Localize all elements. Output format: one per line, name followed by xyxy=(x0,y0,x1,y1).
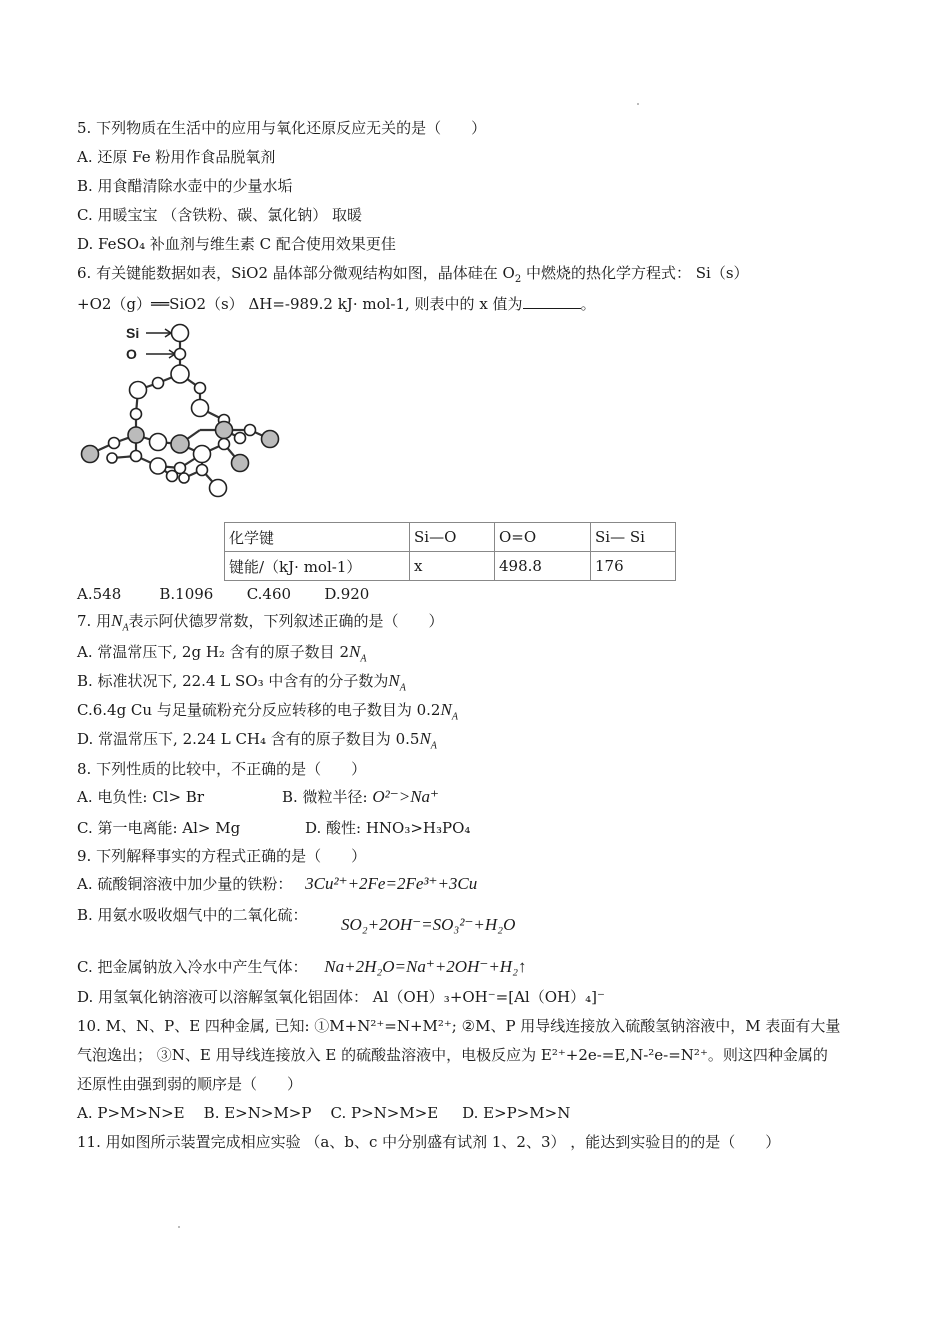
q7-option-text: C.6.4g Cu 与足量硫粉充分反应转移的电子数目为 0.2 xyxy=(77,701,441,719)
q8-stem: 8. 下列性质的比较中，不正确的是（ ） xyxy=(77,760,367,778)
q10-stem-line2: 气泡逸出； ③N、E 用导线连接放入 E 的硫酸盐溶液中，电极反应为 E²⁺+2e-=E,N-²e-=N²⁺。则这四种金属的 xyxy=(77,1046,828,1064)
q7-option-d xyxy=(77,729,437,756)
table-header-cell: Si— Si xyxy=(591,523,676,552)
q10-stem-line1: 10. M、N、P、E 四种金属, 已知: ①M+N²⁺=N+M²⁺; ②M、P 用导线连接放入硫酸氢钠溶液中，M 表面有大量 xyxy=(77,1017,841,1035)
q7-option-b xyxy=(77,671,406,698)
q8-option-a: A. 电负性: Cl> Br xyxy=(77,788,204,806)
q8-option-text: B. 微粒半径: xyxy=(282,788,373,806)
avogadro-symbol xyxy=(349,642,367,665)
q6-options: A.548 B.1096 C.460 D.920 xyxy=(77,585,370,603)
q7-option-text: D. 常温常压下, 2.24 L CH₄ 含有的原子数目为 0.5 xyxy=(77,730,420,748)
q9-option-text: A. 硫酸铜溶液中加少量的铁粉： xyxy=(77,875,293,893)
q9-option-text: C. 把金属钠放入冷水中产生气体： xyxy=(77,958,308,976)
diagram-arrows xyxy=(146,329,175,358)
table-cell: x xyxy=(410,552,495,581)
q8-formula: O²⁻>Na⁺ xyxy=(372,787,440,806)
q8-option-d: D. 酸性: HNO₃>H₃PO₄ xyxy=(305,819,471,837)
bond-energy-table xyxy=(224,522,676,581)
table-cell: 176 xyxy=(591,552,676,581)
na-letter: N xyxy=(419,729,431,748)
scan-speck xyxy=(637,103,639,105)
na-subscript: A xyxy=(122,622,129,634)
table-row xyxy=(225,552,676,581)
table-row xyxy=(225,523,676,552)
sio2-structure-diagram xyxy=(78,318,288,503)
q6-stem-part: +O2（g）══SiO2（s） ΔH=-989.2 kJ· mol-1, 则表中的 x 值为 xyxy=(77,295,523,313)
q10-options: A. P>M>N>E B. E>N>M>P C. P>N>M>E D. E>P>M>N xyxy=(77,1104,571,1122)
avogadro-symbol xyxy=(111,611,129,634)
q6-stem-part: 中燃烧的热化学方程式： Si（s） xyxy=(521,264,749,282)
q7-stem-part: 7. 用 xyxy=(77,612,112,630)
q7-option-a xyxy=(77,642,366,669)
avogadro-symbol xyxy=(419,729,437,752)
diagram-si-label: Si xyxy=(126,325,140,341)
q7-option-text: A. 常温常压下, 2g H₂ 含有的原子数目 2 xyxy=(77,643,349,661)
q5-option-b: B. 用食醋清除水壶中的少量水垢 xyxy=(77,177,293,195)
na-letter: N xyxy=(349,642,361,661)
na-letter: N xyxy=(388,671,400,690)
q6-stem-part: 。 xyxy=(580,295,596,313)
q9-option-b-formula: SO₂+2OH⁻=SO₃²⁻+H₂O xyxy=(341,915,516,934)
q9-option-c xyxy=(77,957,526,977)
table-cell: 键能/（kJ· mol-1） xyxy=(225,552,410,581)
q10-stem-line3: 还原性由强到弱的顺序是（ ） xyxy=(77,1075,303,1093)
q5-option-d: D. FeSO₄ 补血剂与维生素 C 配合使用效果更佳 xyxy=(77,235,396,253)
q8-option-c: C. 第一电离能: Al> Mg xyxy=(77,819,241,837)
q11-stem: 11. 用如图所示装置完成相应实验 （a、b、c 中分别盛有试剂 1、2、3） ，能达到实验目的的是（ ） xyxy=(77,1133,781,1151)
na-subscript: A xyxy=(399,682,406,694)
table-header-cell: O=O xyxy=(495,523,591,552)
q7-stem xyxy=(77,611,444,638)
q9-formula: Na+2H₂O=Na⁺+2OH⁻+H₂↑ xyxy=(324,957,527,976)
q9-option-d: D. 用氢氧化钠溶液可以溶解氢氧化铝固体： Al（OH）₃+OH⁻=[Al（OH）₄]⁻ xyxy=(77,988,605,1006)
avogadro-symbol xyxy=(388,671,406,694)
q7-option-c xyxy=(77,700,458,727)
na-subscript: A xyxy=(360,653,367,665)
answer-blank xyxy=(523,294,581,309)
na-subscript: A xyxy=(451,711,458,723)
diagram-o-label: O xyxy=(126,346,137,362)
q9-stem: 9. 下列解释事实的方程式正确的是（ ） xyxy=(77,847,367,865)
na-letter: N xyxy=(111,611,123,630)
q5-option-a: A. 还原 Fe 粉用作食品脱氧剂 xyxy=(77,148,276,166)
table-header-cell: Si—O xyxy=(410,523,495,552)
q6-stem-line2 xyxy=(77,294,596,314)
diagram-atoms xyxy=(82,325,279,497)
q5-stem: 5. 下列物质在生活中的应用与氧化还原反应无关的是（ ） xyxy=(77,119,487,137)
q6-stem-sub: 2 xyxy=(514,274,522,285)
q7-option-text: B. 标准状况下, 22.4 L SO₃ 中含有的分子数为 xyxy=(77,672,389,690)
scan-speck xyxy=(178,1226,180,1228)
table-cell: 498.8 xyxy=(495,552,591,581)
q6-stem-line1 xyxy=(77,263,749,290)
q9-option-b-text: B. 用氨水吸收烟气中的二氧化硫： xyxy=(77,906,308,924)
q5-option-c: C. 用暖宝宝 （含铁粉、碳、氯化钠） 取暖 xyxy=(77,206,363,224)
q6-stem-part: 6. 有关键能数据如表，SiO2 晶体部分微观结构如图，晶体硅在 O xyxy=(77,264,515,282)
na-subscript: A xyxy=(430,740,437,752)
q7-stem-part: 表示阿伏德罗常数，下列叙述正确的是（ ） xyxy=(128,612,444,630)
table-header-cell: 化学键 xyxy=(225,523,410,552)
avogadro-symbol xyxy=(440,700,458,723)
q9-option-a xyxy=(77,874,477,894)
q8-option-b xyxy=(282,787,439,807)
q9-formula: 3Cu²⁺+2Fe=2Fe³⁺+3Cu xyxy=(305,874,478,893)
na-letter: N xyxy=(440,700,452,719)
